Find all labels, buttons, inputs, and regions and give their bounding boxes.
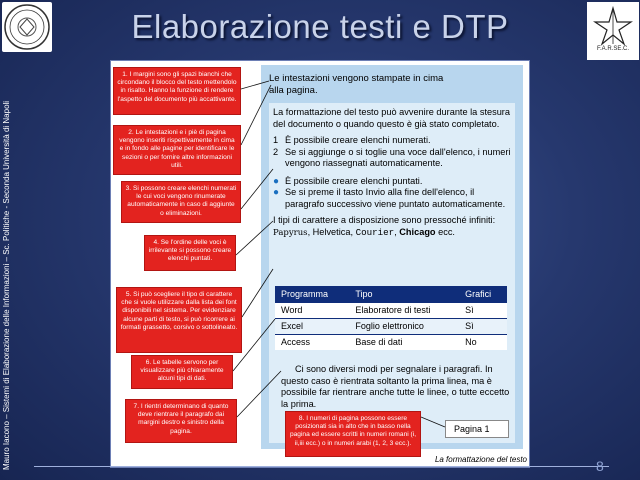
sidebar-text: Mauro Iacono – Sistemi di Elaborazione delle Informazioni – Sc. Politiche - Seconda Università di Napoli xyxy=(2,100,11,470)
numbered-item-text: Se si aggiunge o si toglie una voce dall'elenco, i numeri vengono riassegnati automaticamente. xyxy=(285,146,511,168)
note-indents: 7. I rientri determinano di quanto deve rientrare il paragrafo dai margini destro e sinistro della pagina. xyxy=(125,399,237,443)
font-sample-courier: Courier xyxy=(355,226,395,238)
number-mark: 2 xyxy=(273,146,279,157)
farsec-logo xyxy=(587,2,639,60)
note-tables: 6. Le tabelle servono per visualizzare più chiaramente alcuni tipi di dati. xyxy=(131,355,233,389)
bullet-icon: ● xyxy=(273,187,280,198)
slide-number: 8 xyxy=(596,458,604,474)
table-header: Programma xyxy=(275,286,349,302)
table-cell: Sì xyxy=(459,302,507,318)
fonts-end: ecc. xyxy=(438,226,455,237)
table-cell: Sì xyxy=(459,318,507,334)
note-page-numbers: 8. I numeri di pagina possono essere posizionati sia in alto che in basso nella pagina ed essere scritti in numeri romani (i, ii,iii ecc.) o in numeri arabi (1, 2, 3 ecc.). xyxy=(285,411,421,457)
slide-figure xyxy=(110,60,530,468)
table-cell: Word xyxy=(275,302,349,318)
bullet-item-text: Se si preme il tasto Invio alla fine dell'elenco, il paragrafo successivo viene puntato automaticamente. xyxy=(285,187,506,209)
slide-title: Elaborazione testi e DTP xyxy=(131,8,509,45)
font-sample-helvetica: Helvetica xyxy=(312,226,351,237)
table-cell: Base di dati xyxy=(349,334,459,350)
table-header: Grafici xyxy=(459,286,507,302)
font-sample-papyrus: Papyrus xyxy=(273,227,308,238)
paragraph-1: La formattazione del testo può avvenire durante la stesura del documento o quando questo è già stato completato. xyxy=(273,107,510,129)
note-numbered-lists: 3. Si possono creare elenchi numerati le cui voci vengono rinumerate automaticamente in caso di aggiunte o eliminazioni. xyxy=(121,181,241,223)
number-mark: 1 xyxy=(273,135,279,145)
table-cell: Access xyxy=(275,334,349,350)
university-seal-logo xyxy=(2,2,52,52)
numbered-item-text: È possibile creare elenchi numerati. xyxy=(285,135,431,145)
font-sample-chicago: Chicago xyxy=(399,226,436,237)
note-fonts: 5. Si può scegliere il tipo di carattere che si vuole utilizzare dalla lista dei font disponibili nel sistema. Per evidenziare alcune parti di testo, si può ricorrere ai formati grassetto, corsivo o sottolineato. xyxy=(116,287,242,353)
table-cell: No xyxy=(459,334,507,350)
note-bullet-lists: 4. Se l'ordine delle voci è irrilevante si possono creare elenchi puntati. xyxy=(144,235,236,271)
header-line-1: Le intestazioni vengono stampate in cima xyxy=(269,73,444,84)
bullet-icon: ● xyxy=(273,175,280,187)
table-cell: Elaboratore di testi xyxy=(349,302,459,318)
figure-caption: La formattazione del testo xyxy=(434,455,527,464)
header-line-2: alla pagina. xyxy=(269,85,318,96)
page-footer: Pagina 1 xyxy=(445,420,509,438)
sidebar-author-text xyxy=(0,40,18,472)
table-header: Tipo xyxy=(349,286,459,302)
paragraph-2: Ci sono diversi modi per segnalare i paragrafi. In questo caso è rientrata soltanto la prima linea, ma è possibile far rientrare anche tutte le linee, o tutte eccetto la prima. xyxy=(281,364,510,409)
bullet-item-text: È possibile creare elenchi puntati. xyxy=(285,175,423,186)
fonts-paragraph: I tipi di carattere a disposizione sono pressoché infiniti: Papyrus, Helvetica, Courier, Chicago ecc. xyxy=(273,215,496,238)
farsec-logo-label: F.A.R.SE.C. xyxy=(596,46,629,52)
footer-divider xyxy=(34,466,609,467)
fonts-intro: I tipi di carattere a disposizione sono pressoché infiniti: xyxy=(273,215,496,225)
table-cell: Excel xyxy=(275,318,349,334)
table-cell: Foglio elettronico xyxy=(349,318,459,334)
note-headers-footers: 2. Le intestazioni e i piè di pagina vengono inseriti rispettivamente in cima e in fondo alle pagine per identificare le sezioni o per fornire altre informazioni utili. xyxy=(113,125,241,175)
note-margins: 1. I margini sono gli spazi bianchi che circondano il blocco del testo mettendolo in risalto. Hanno la funzione di rendere l'aspetto del documento più accattivante. xyxy=(113,67,241,115)
